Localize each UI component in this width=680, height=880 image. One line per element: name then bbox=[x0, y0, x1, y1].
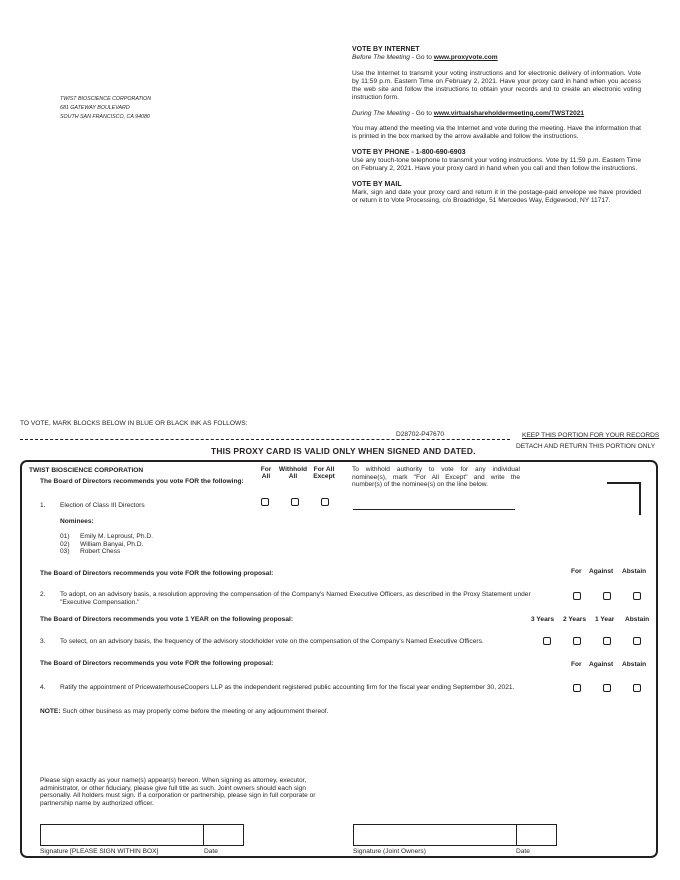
col-for-4: For bbox=[571, 661, 582, 668]
vote-mail-heading: VOTE BY MAIL bbox=[352, 180, 402, 188]
proposal-1-number: 1. bbox=[40, 502, 46, 509]
withhold-instructions: To withhold authority to vote for any individual nominee(s), mark "For All Except" and write the number(s) of the nominee(s) on the line below. bbox=[352, 466, 520, 489]
keep-portion-label: KEEP THIS PORTION FOR YOUR RECORDS bbox=[522, 432, 660, 439]
checkbox-p4-for[interactable] bbox=[573, 684, 581, 692]
signature-box[interactable] bbox=[40, 824, 204, 846]
address-street: 681 GATEWAY BOULEVARD bbox=[60, 105, 130, 111]
col-1-year: 1 Year bbox=[595, 616, 615, 623]
col-2-years: 2 Years bbox=[563, 616, 586, 623]
col-abstain: Abstain bbox=[622, 568, 647, 575]
checkbox-p3-1-year[interactable] bbox=[603, 637, 611, 645]
joint-signature-box[interactable] bbox=[353, 824, 517, 846]
col-for-all-except: For All Except bbox=[313, 466, 335, 480]
board-rec-proposal-4: The Board of Directors recommends you vote FOR the following proposal: bbox=[40, 660, 274, 667]
proposal-2-number: 2. bbox=[40, 591, 46, 598]
date-box[interactable] bbox=[203, 824, 244, 846]
checkbox-p4-against[interactable] bbox=[603, 684, 611, 692]
nominee-row: 02) William Banyai, Ph.D. bbox=[60, 540, 144, 548]
board-rec-directors: The Board of Directors recommends you vote FOR the following: bbox=[40, 478, 244, 485]
address-company: TWIST BIOSCIENCE CORPORATION bbox=[60, 96, 152, 102]
valid-notice: THIS PROXY CARD IS VALID ONLY WHEN SIGNED AND DATED. bbox=[211, 446, 476, 456]
before-meeting-line: Before The Meeting - Go to www.proxyvote.com bbox=[352, 54, 498, 62]
signature-label: Signature [PLEASE SIGN WITHIN BOX] bbox=[40, 848, 159, 855]
checkbox-withhold-all[interactable] bbox=[291, 498, 299, 506]
checkbox-for-all-except[interactable] bbox=[321, 498, 329, 506]
virtual-meeting-link[interactable]: www.virtualshareholdermeeting.com/TWST2021 bbox=[433, 109, 585, 117]
proposal-4-number: 4. bbox=[40, 684, 46, 691]
col-withhold-all: Withhold All bbox=[278, 466, 308, 480]
card-company: TWIST BIOSCIENCE CORPORATION bbox=[29, 467, 144, 474]
registration-corner-mark bbox=[607, 482, 641, 515]
nominees-heading: Nominees: bbox=[60, 518, 94, 525]
proxyvote-link[interactable]: www.proxyvote.com bbox=[433, 54, 498, 62]
mail-text: Mark, sign and date your proxy card and return it in the postage-paid envelope we have provided or return it to Vote Processing, c/o Broadridge, 51 Mercedes Way, Edgewood, NY 11717. bbox=[352, 188, 641, 205]
checkbox-p2-abstain[interactable] bbox=[633, 592, 641, 600]
control-code: D28702-P47670 bbox=[396, 431, 445, 438]
checkbox-p2-against[interactable] bbox=[603, 592, 611, 600]
sign-instructions: Please sign exactly as your name(s) appear(s) hereon. When signing as attorney, executor, administrator, or other fiduciary, please give full title as such. Joint owners should each sign personally. All holders must sign. If a corporation or partnership, please sign in full corporate or partnership name by authorized officer. bbox=[40, 777, 316, 807]
joint-date-box[interactable] bbox=[516, 824, 557, 846]
during-meeting-line: During The Meeting - Go to www.virtualshareholdermeeting.com/TWST2021 bbox=[352, 109, 585, 117]
during-text: You may attend the meeting via the Internet and vote during the meeting. Have the information that is printed in the box marked by the arrow available and follow the instructions. bbox=[352, 125, 641, 141]
joint-signature-label: Signature (Joint Owners) bbox=[353, 848, 426, 855]
address-city: SOUTH SAN FRANCISCO, CA 94080 bbox=[60, 114, 150, 120]
checkbox-p4-abstain[interactable] bbox=[633, 684, 641, 692]
note: NOTE: Such other business as may properly come before the meeting or any adjournment thereof. bbox=[40, 708, 329, 715]
joint-date-label: Date bbox=[516, 848, 530, 855]
col-abstain-4: Abstain bbox=[622, 661, 647, 668]
col-abstain-3: Abstain bbox=[625, 616, 650, 623]
checkbox-p3-abstain[interactable] bbox=[633, 637, 641, 645]
proposal-3-text: To select, on an advisory basis, the frequency of the advisory stockholder vote on the compensation of the Company's Named Executive Officers. bbox=[60, 638, 484, 645]
mark-instruction: TO VOTE, MARK BLOCKS BELOW IN BLUE OR BLACK INK AS FOLLOWS: bbox=[20, 420, 248, 427]
internet-text: Use the Internet to transmit your voting instructions and for electronic delivery of information. Vote by 11:59 p.m. Eastern Time on February 2, 2021. Have your proxy card in hand when you access the web site and follow the instructions to obtain your records and to create an electronic voting instruction form. bbox=[352, 69, 641, 102]
nominee-row: 03) Robert Chess bbox=[60, 548, 121, 556]
col-for: For bbox=[571, 568, 582, 575]
checkbox-p3-2-years[interactable] bbox=[573, 637, 581, 645]
proposal-2-text: To adopt, on an advisory basis, a resolution approving the compensation of the Company's Named Executive Officers, as described in the Proxy Statement under "Executive Compensation." bbox=[60, 591, 531, 606]
vote-internet-heading: VOTE BY INTERNET bbox=[352, 46, 420, 53]
col-against: Against bbox=[589, 568, 614, 575]
checkbox-p3-3-years[interactable] bbox=[543, 637, 551, 645]
board-rec-proposal-2: The Board of Directors recommends you vote FOR the following proposal: bbox=[40, 570, 274, 577]
nominee-number-line[interactable] bbox=[353, 509, 515, 510]
phone-text: Use any touch-tone telephone to transmit your voting instructions. Vote by 11:59 p.m. Eastern Time on February 2, 2021. Have your proxy card in hand when you call and then follow the instructions. bbox=[352, 156, 641, 173]
detach-line bbox=[20, 439, 510, 440]
checkbox-p2-for[interactable] bbox=[573, 592, 581, 600]
col-against-4: Against bbox=[589, 661, 614, 668]
voting-instructions bbox=[352, 46, 641, 205]
date-label: Date bbox=[204, 848, 218, 855]
checkbox-for-all[interactable] bbox=[261, 498, 269, 506]
col-3-years: 3 Years bbox=[531, 616, 554, 623]
detach-return-label: DETACH AND RETURN THIS PORTION ONLY bbox=[516, 443, 656, 450]
board-rec-proposal-3: The Board of Directors recommends you vote 1 YEAR on the following proposal: bbox=[40, 616, 294, 623]
proposal-1-text: Election of Class III Directors bbox=[60, 502, 145, 509]
nominee-list bbox=[60, 533, 153, 556]
proxy-card bbox=[20, 460, 658, 858]
proposal-4-text: Ratify the appointment of PricewaterhouseCoopers LLP as the independent registered public accounting firm for the fiscal year ending September 30, 2021. bbox=[60, 684, 515, 691]
proposal-3-number: 3. bbox=[40, 638, 46, 645]
nominee-row: 01) Emily M. Leproust, Ph.D. bbox=[60, 533, 153, 540]
return-address bbox=[60, 95, 151, 122]
col-for-all: For All bbox=[260, 466, 272, 480]
vote-phone-heading: VOTE BY PHONE - 1-800-690-6903 bbox=[352, 148, 466, 156]
